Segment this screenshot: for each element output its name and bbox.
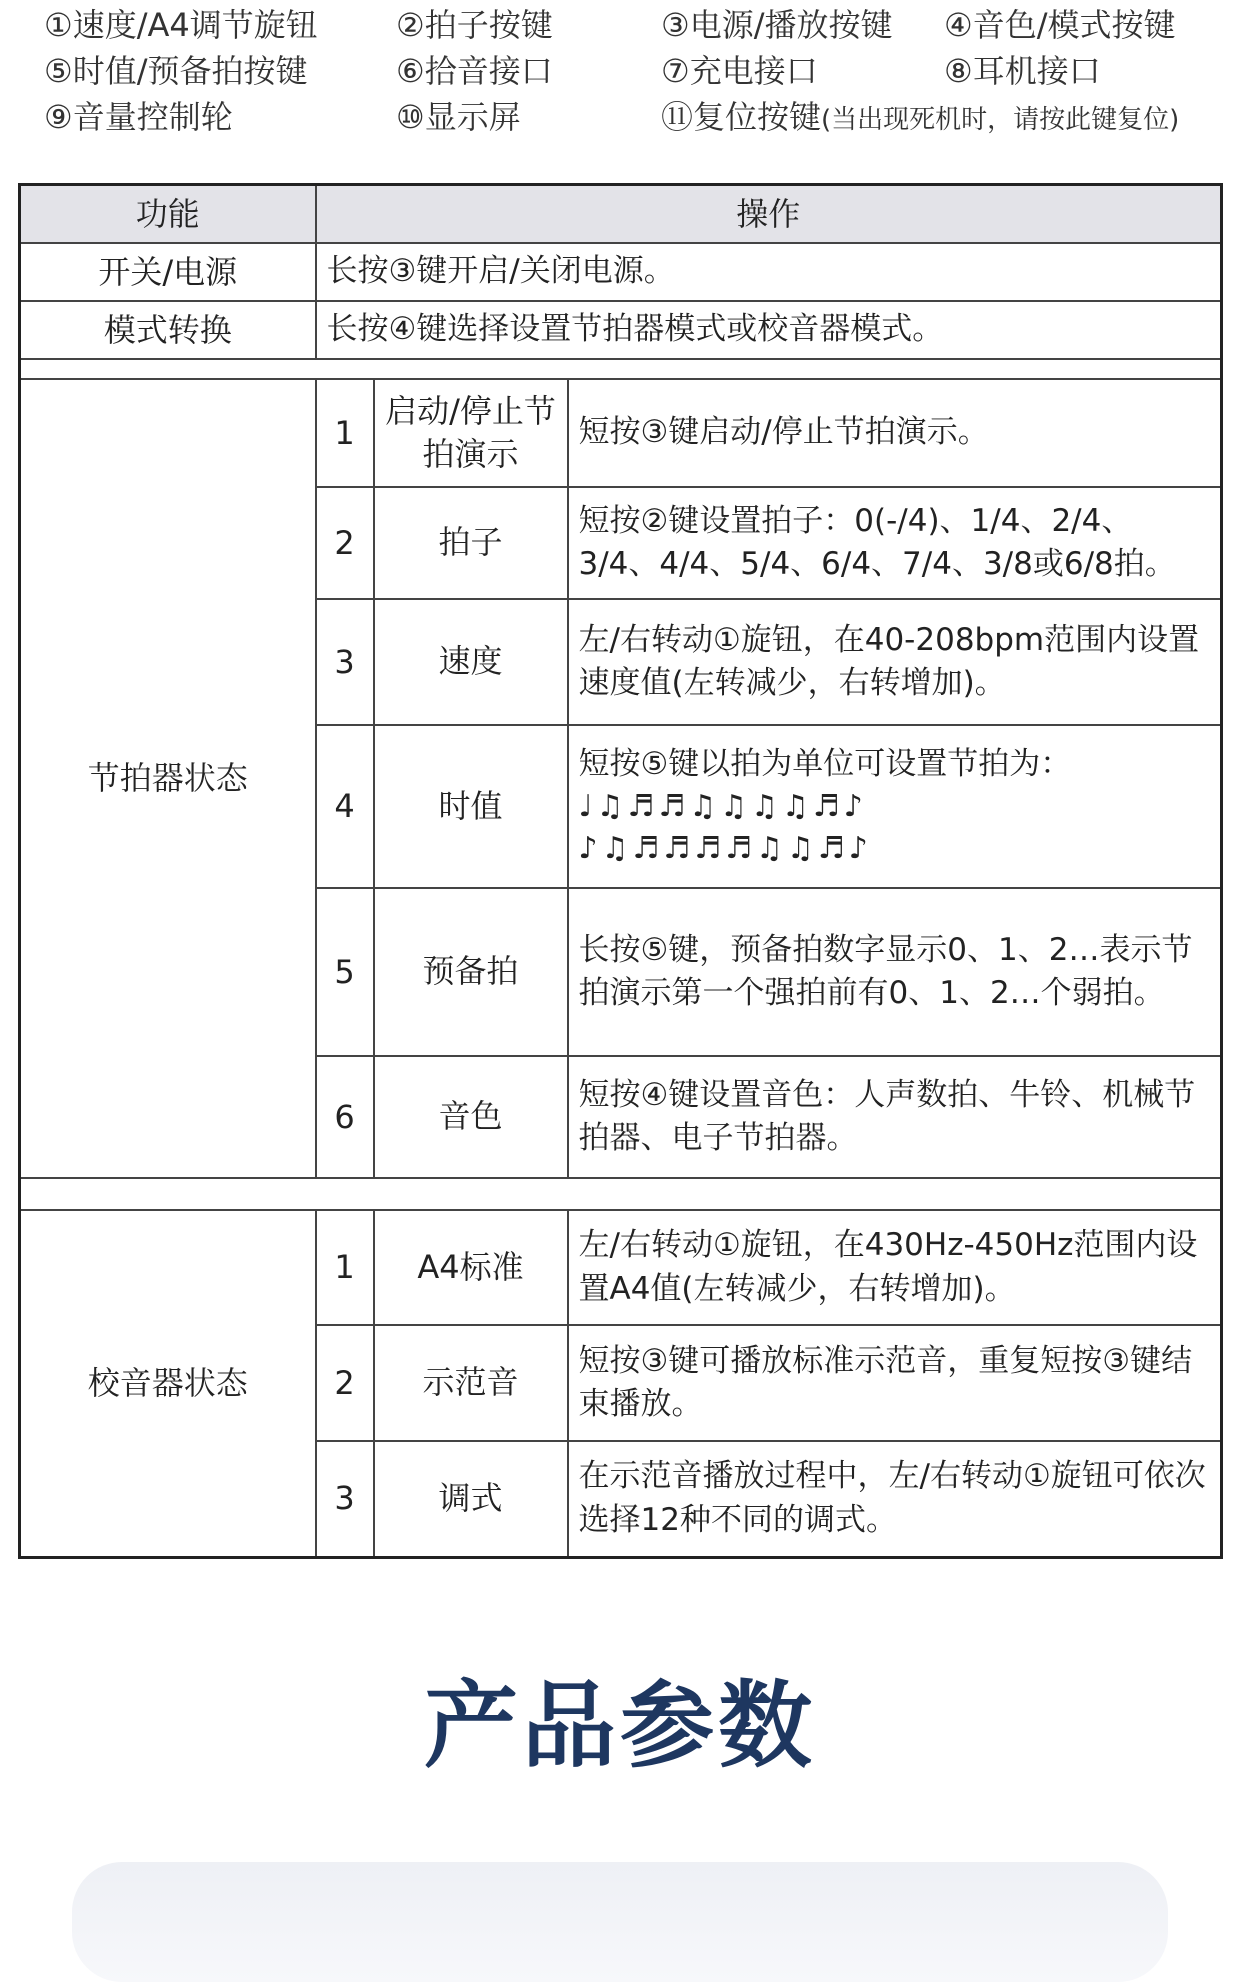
setting-description: 长按⑤键，预备拍数字显示0、1、2…表示节拍演示第一个强拍前有0、1、2…个弱拍。 <box>568 888 1222 1056</box>
section-title-product-params: 产品参数 <box>423 1672 816 1781</box>
setting-description: 短按④键设置音色：人声数拍、牛铃、机械节拍器、电子节拍器。 <box>568 1056 1222 1178</box>
note-symbols-line: ♩♫♬♬♫♫♫♫♬♪ <box>578 789 867 825</box>
table-row <box>20 379 1222 487</box>
header-function: 功能 <box>20 185 316 244</box>
note-values-intro: 短按⑤键以拍为单位可设置节拍为： <box>578 745 1072 782</box>
header-operation: 操作 <box>316 185 1222 244</box>
row-number: 6 <box>316 1056 374 1178</box>
legend-item: ①速度/A4调节旋钮 <box>44 6 318 44</box>
setting-name: 预备拍 <box>374 888 568 1056</box>
legend-item: ③电源/播放按键 <box>661 6 893 44</box>
setting-description: 在示范音播放过程中，左/右转动①旋钮可依次选择12种不同的调式。 <box>568 1441 1222 1557</box>
setting-description: 短按③键启动/停止节拍演示。 <box>568 379 1222 487</box>
setting-description: 左/右转动①旋钮，在40-208bpm范围内设置速度值(左转减少，右转增加)。 <box>568 599 1222 725</box>
row-number: 1 <box>316 379 374 487</box>
function-cell: 开关/电源 <box>20 243 316 301</box>
legend-item: ④音色/模式按键 <box>944 6 1176 44</box>
controls-legend <box>44 0 1214 138</box>
setting-name: 示范音 <box>374 1325 568 1441</box>
setting-name: 拍子 <box>374 487 568 599</box>
row-number: 3 <box>316 1441 374 1557</box>
tuner-state-label: 校音器状态 <box>20 1210 316 1557</box>
setting-description: 短按③键可播放标准示范音，重复短按③键结束播放。 <box>568 1325 1222 1441</box>
setting-name: 速度 <box>374 599 568 725</box>
legend-item: ⑦充电接口 <box>661 52 818 90</box>
setting-description <box>568 725 1222 888</box>
legend-item-note: (当出现死机时，请按此键复位) <box>821 105 1180 135</box>
legend-item: ⑩显示屏 <box>396 98 521 136</box>
setting-name: 启动/停止节拍演示 <box>374 379 568 487</box>
table-row <box>20 243 1222 301</box>
legend-item: ⑨音量控制轮 <box>44 98 233 136</box>
row-number: 2 <box>316 487 374 599</box>
params-card <box>72 1862 1168 1982</box>
table-row <box>20 301 1222 359</box>
setting-name: 音色 <box>374 1056 568 1178</box>
operation-cell: 长按④键选择设置节拍器模式或校音器模式。 <box>316 301 1222 359</box>
setting-name: 时值 <box>374 725 568 888</box>
legend-item-label: ⑪复位按键 <box>661 98 822 136</box>
legend-item: ⑤时值/预备拍按键 <box>44 52 308 90</box>
row-number: 4 <box>316 725 374 888</box>
legend-row <box>44 0 1214 46</box>
table-spacer <box>20 1178 1222 1210</box>
metronome-state-label: 节拍器状态 <box>20 379 316 1178</box>
legend-item: ⑧耳机接口 <box>944 52 1101 90</box>
function-cell: 模式转换 <box>20 301 316 359</box>
operation-cell: 长按③键开启/关闭电源。 <box>316 243 1222 301</box>
row-number: 5 <box>316 888 374 1056</box>
legend-item: ②拍子按键 <box>396 6 553 44</box>
setting-name: A4标准 <box>374 1210 568 1325</box>
operation-table <box>18 183 1223 1559</box>
legend-item <box>661 92 1214 138</box>
row-number: 1 <box>316 1210 374 1325</box>
table-header-row <box>20 185 1222 244</box>
setting-description: 短按②键设置拍子：0(-/4)、1/4、2/4、3/4、4/4、5/4、6/4、7/4、3/8或6/8拍。 <box>568 487 1222 599</box>
row-number: 3 <box>316 599 374 725</box>
table-spacer <box>20 359 1222 379</box>
setting-name: 调式 <box>374 1441 568 1557</box>
table-row <box>20 1210 1222 1325</box>
legend-row <box>44 46 1214 92</box>
legend-item: ⑥拾音接口 <box>396 52 553 90</box>
row-number: 2 <box>316 1325 374 1441</box>
setting-description: 左/右转动①旋钮，在430Hz-450Hz范围内设置A4值(左转减少，右转增加)。 <box>568 1210 1222 1325</box>
note-symbols-line: ♪♫♬♬♬♬♫♫♬♪ <box>578 831 872 867</box>
legend-row <box>44 92 1214 138</box>
